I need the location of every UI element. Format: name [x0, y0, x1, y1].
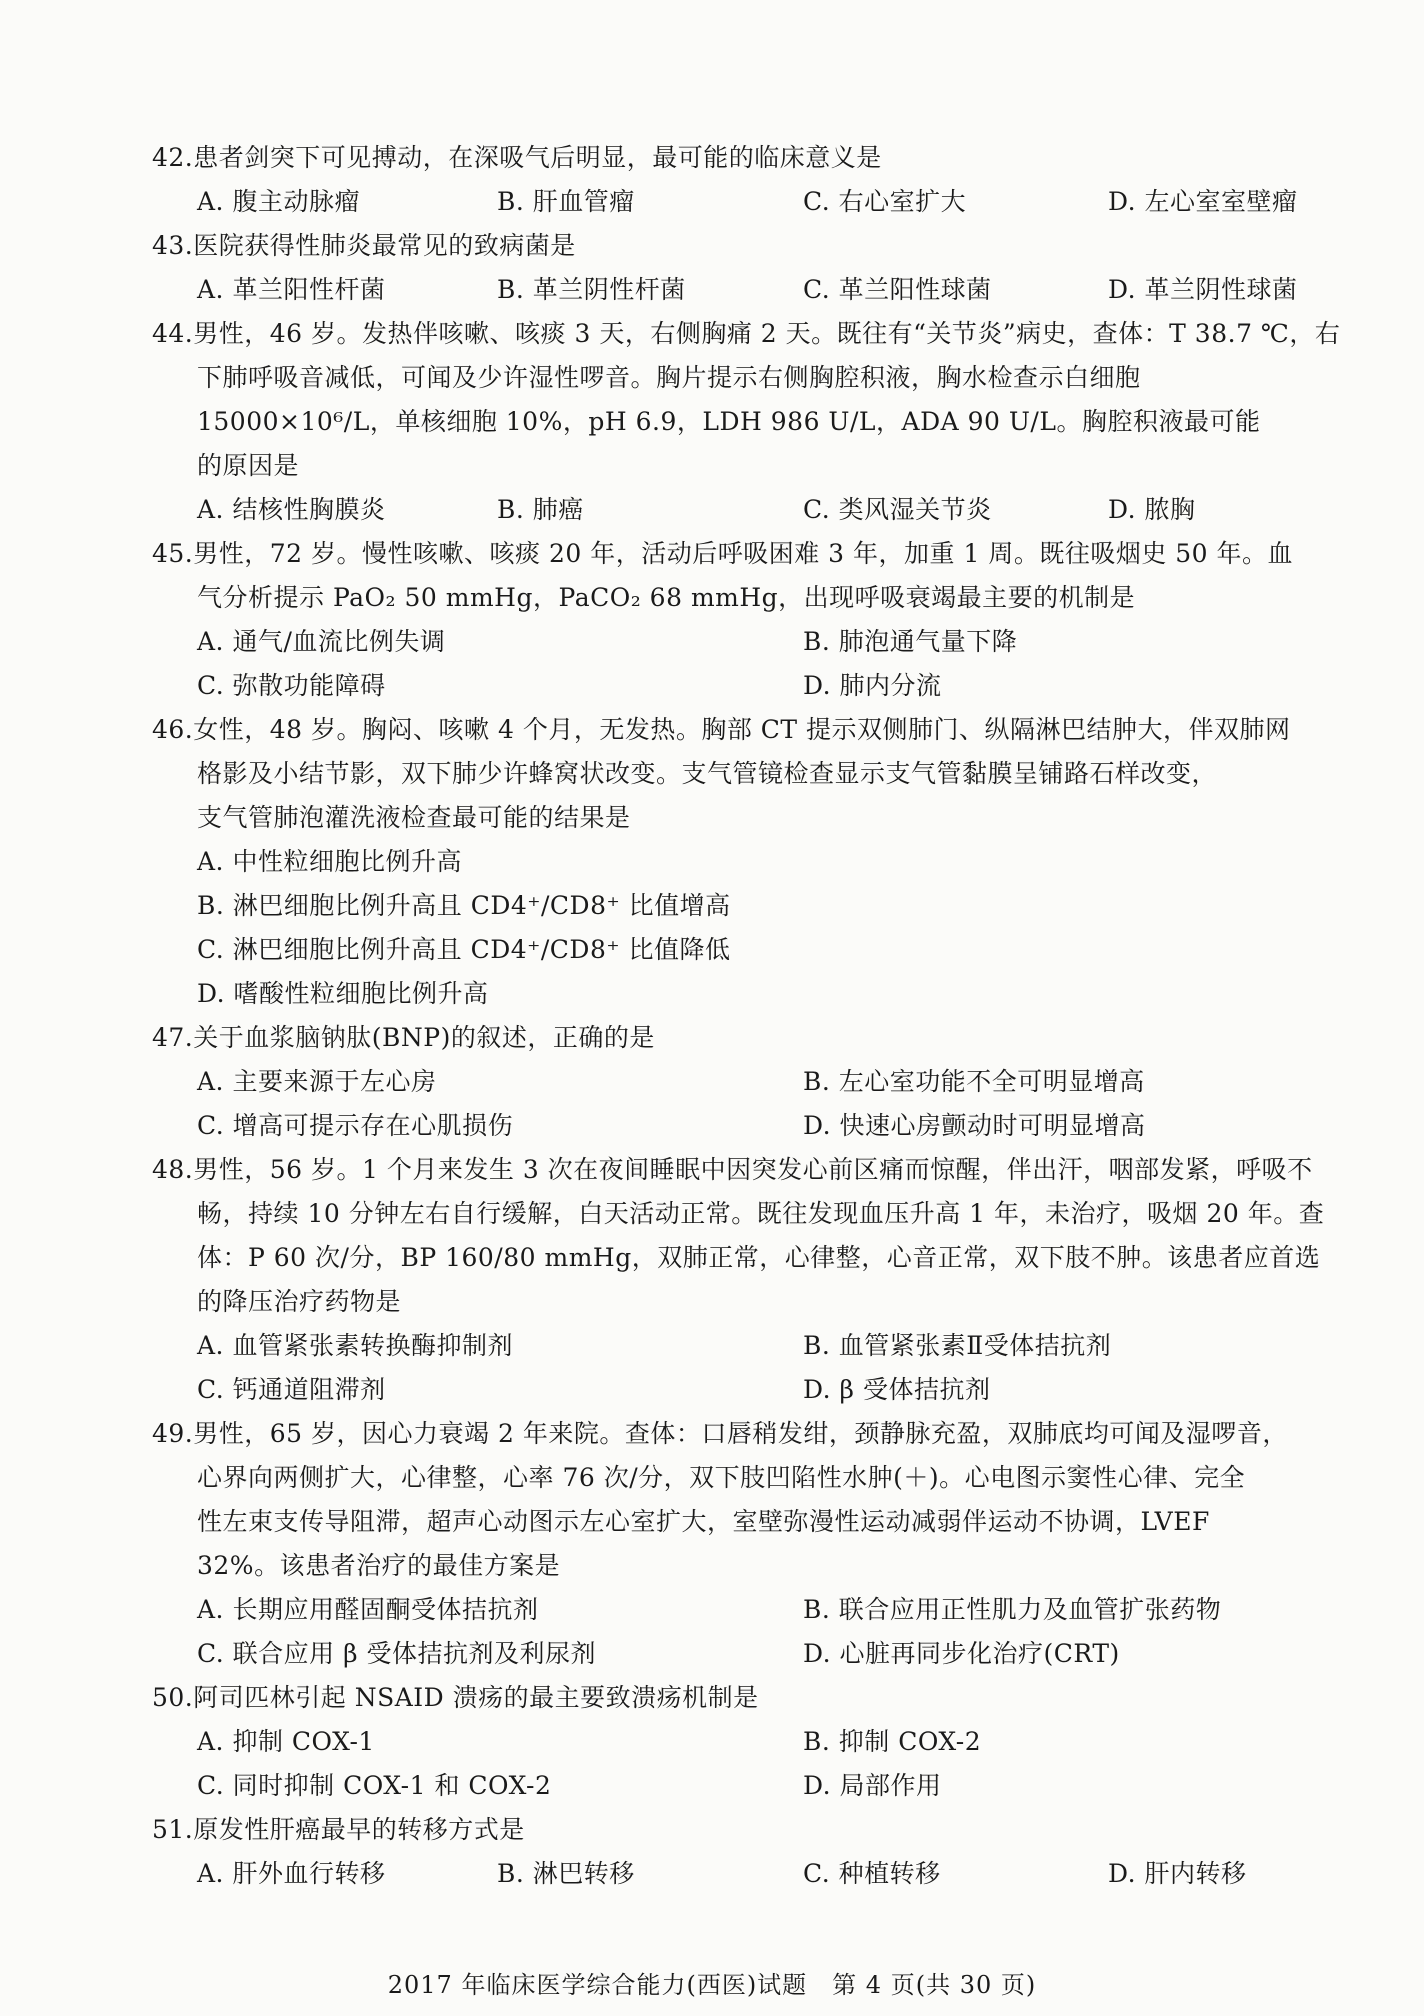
- question-51-option-d[interactable]: D. 肝内转移: [1108, 1859, 1247, 1888]
- question-45-option-c[interactable]: C. 弥散功能障碍: [197, 671, 386, 700]
- question-44-stem-line-4: 的原因是: [197, 451, 300, 480]
- question-45-stem-line-2: 气分析提示 PaO₂ 50 mmHg，PaCO₂ 68 mmHg，出现呼吸衰竭最主要的机制是: [197, 583, 1136, 612]
- question-44-option-d[interactable]: D. 脓胸: [1108, 495, 1196, 524]
- question-44-option-b[interactable]: B. 肺癌: [497, 495, 584, 524]
- question-48-stem-line-1: 48.男性，56 岁。1 个月来发生 3 次在夜间睡眠中因突发心前区痛而惊醒，伴出汗，咽部发紧，呼吸不: [152, 1155, 1313, 1184]
- question-42-option-b[interactable]: B. 肝血管瘤: [497, 187, 635, 216]
- question-50-option-a[interactable]: A. 抑制 COX-1: [197, 1727, 375, 1756]
- question-43-option-a[interactable]: A. 革兰阳性杆菌: [197, 275, 386, 304]
- question-45-stem-line-1: 45.男性，72 岁。慢性咳嗽、咳痰 20 年，活动后呼吸困难 3 年，加重 1 周。既往吸烟史 50 年。血: [152, 539, 1294, 568]
- question-48-stem-line-4: 的降压治疗药物是: [197, 1287, 402, 1316]
- question-42-option-a[interactable]: A. 腹主动脉瘤: [197, 187, 360, 216]
- question-44-option-a[interactable]: A. 结核性胸膜炎: [197, 495, 386, 524]
- question-49-stem-line-4: 32%。该患者治疗的最佳方案是: [197, 1551, 561, 1580]
- question-46-option-d[interactable]: D. 嗜酸性粒细胞比例升高: [197, 979, 489, 1008]
- question-43-stem: 43.医院获得性肺炎最常见的致病菌是: [152, 231, 576, 260]
- question-49-option-b[interactable]: B. 联合应用正性肌力及血管扩张药物: [803, 1595, 1222, 1624]
- question-42-stem: 42.患者剑突下可见搏动，在深吸气后明显，最可能的临床意义是: [152, 143, 882, 172]
- question-46-stem-line-2: 格影及小结节影，双下肺少许蜂窝状改变。支气管镜检查显示支气管黏膜呈铺路石样改变，: [197, 759, 1218, 788]
- question-44-option-c[interactable]: C. 类风湿关节炎: [803, 495, 992, 524]
- question-49-option-d[interactable]: D. 心脏再同步化治疗(CRT): [803, 1639, 1120, 1668]
- question-49-stem-line-2: 心界向两侧扩大，心律整，心率 76 次/分，双下肢凹陷性水肿(＋)。心电图示窦性心律、完全: [197, 1463, 1246, 1492]
- question-47-option-b[interactable]: B. 左心室功能不全可明显增高: [803, 1067, 1145, 1096]
- question-43-option-c[interactable]: C. 革兰阳性球菌: [803, 275, 992, 304]
- question-49-stem-line-3: 性左束支传导阻滞，超声心动图示左心室扩大，室壁弥漫性运动减弱伴运动不协调，LVEF: [197, 1507, 1210, 1536]
- page-footer: 2017 年临床医学综合能力(西医)试题 第 4 页(共 30 页): [387, 1971, 1037, 1999]
- question-48-stem-line-3: 体：P 60 次/分，BP 160/80 mmHg，双肺正常，心律整，心音正常，双下肢不肿。该患者应首选: [197, 1243, 1321, 1272]
- question-49-option-c[interactable]: C. 联合应用 β 受体拮抗剂及利尿剂: [197, 1639, 596, 1668]
- question-47-option-d[interactable]: D. 快速心房颤动时可明显增高: [803, 1111, 1146, 1140]
- question-50-option-c[interactable]: C. 同时抑制 COX-1 和 COX-2: [197, 1771, 552, 1800]
- question-48-option-b[interactable]: B. 血管紧张素Ⅱ受体拮抗剂: [803, 1331, 1112, 1360]
- question-49-option-a[interactable]: A. 长期应用醛固酮受体拮抗剂: [197, 1595, 539, 1624]
- question-49-stem-line-1: 49.男性，65 岁，因心力衰竭 2 年来院。查体：口唇稍发绀，颈静脉充盈，双肺底均可闻及湿啰音，: [152, 1419, 1288, 1448]
- question-46-stem-line-3: 支气管肺泡灌洗液检查最可能的结果是: [197, 803, 631, 832]
- question-50-stem: 50.阿司匹林引起 NSAID 溃疡的最主要致溃疡机制是: [152, 1683, 759, 1712]
- question-46-stem-line-1: 46.女性，48 岁。胸闷、咳嗽 4 个月，无发热。胸部 CT 提示双侧肺门、纵隔淋巴结肿大，伴双肺网: [152, 715, 1291, 744]
- question-42-option-c[interactable]: C. 右心室扩大: [803, 187, 967, 216]
- question-45-option-a[interactable]: A. 通气/血流比例失调: [197, 627, 446, 656]
- question-44-stem-line-2: 下肺呼吸音减低，可闻及少许湿性啰音。胸片提示右侧胸腔积液，胸水检查示白细胞: [197, 363, 1141, 392]
- question-48-option-a[interactable]: A. 血管紧张素转换酶抑制剂: [197, 1331, 513, 1360]
- question-51-option-c[interactable]: C. 种植转移: [803, 1859, 941, 1888]
- question-43-option-b[interactable]: B. 革兰阴性杆菌: [497, 275, 686, 304]
- question-44-stem-line-3: 15000×10⁶/L，单核细胞 10%，pH 6.9，LDH 986 U/L，ADA 90 U/L。胸腔积液最可能: [197, 407, 1261, 436]
- question-46-option-a[interactable]: A. 中性粒细胞比例升高: [197, 847, 462, 876]
- question-47-option-a[interactable]: A. 主要来源于左心房: [197, 1067, 437, 1096]
- question-43-option-d[interactable]: D. 革兰阴性球菌: [1108, 275, 1298, 304]
- question-48-option-c[interactable]: C. 钙通道阻滞剂: [197, 1375, 386, 1404]
- question-47-option-c[interactable]: C. 增高可提示存在心肌损伤: [197, 1111, 514, 1140]
- question-48-stem-line-2: 畅，持续 10 分钟左右自行缓解，白天活动正常。既往发现血压升高 1 年，未治疗，吸烟 20 年。查: [197, 1199, 1325, 1228]
- question-50-option-d[interactable]: D. 局部作用: [803, 1771, 942, 1800]
- question-46-option-b[interactable]: B. 淋巴细胞比例升高且 CD4⁺/CD8⁺ 比值增高: [197, 891, 731, 920]
- question-46-option-c[interactable]: C. 淋巴细胞比例升高且 CD4⁺/CD8⁺ 比值降低: [197, 935, 731, 964]
- question-51-stem: 51.原发性肝癌最早的转移方式是: [152, 1815, 525, 1844]
- question-51-option-b[interactable]: B. 淋巴转移: [497, 1859, 635, 1888]
- question-45-option-d[interactable]: D. 肺内分流: [803, 671, 942, 700]
- question-50-option-b[interactable]: B. 抑制 COX-2: [803, 1727, 982, 1756]
- question-44-stem-line-1: 44.男性，46 岁。发热伴咳嗽、咳痰 3 天，右侧胸痛 2 天。既往有“关节炎”病史，查体：T 38.7 ℃，右: [152, 319, 1341, 348]
- question-45-option-b[interactable]: B. 肺泡通气量下降: [803, 627, 1018, 656]
- question-51-option-a[interactable]: A. 肝外血行转移: [197, 1859, 386, 1888]
- question-47-stem: 47.关于血浆脑钠肽(BNP)的叙述，正确的是: [152, 1023, 655, 1052]
- question-42-option-d[interactable]: D. 左心室室壁瘤: [1108, 187, 1298, 216]
- question-48-option-d[interactable]: D. β 受体拮抗剂: [803, 1375, 991, 1404]
